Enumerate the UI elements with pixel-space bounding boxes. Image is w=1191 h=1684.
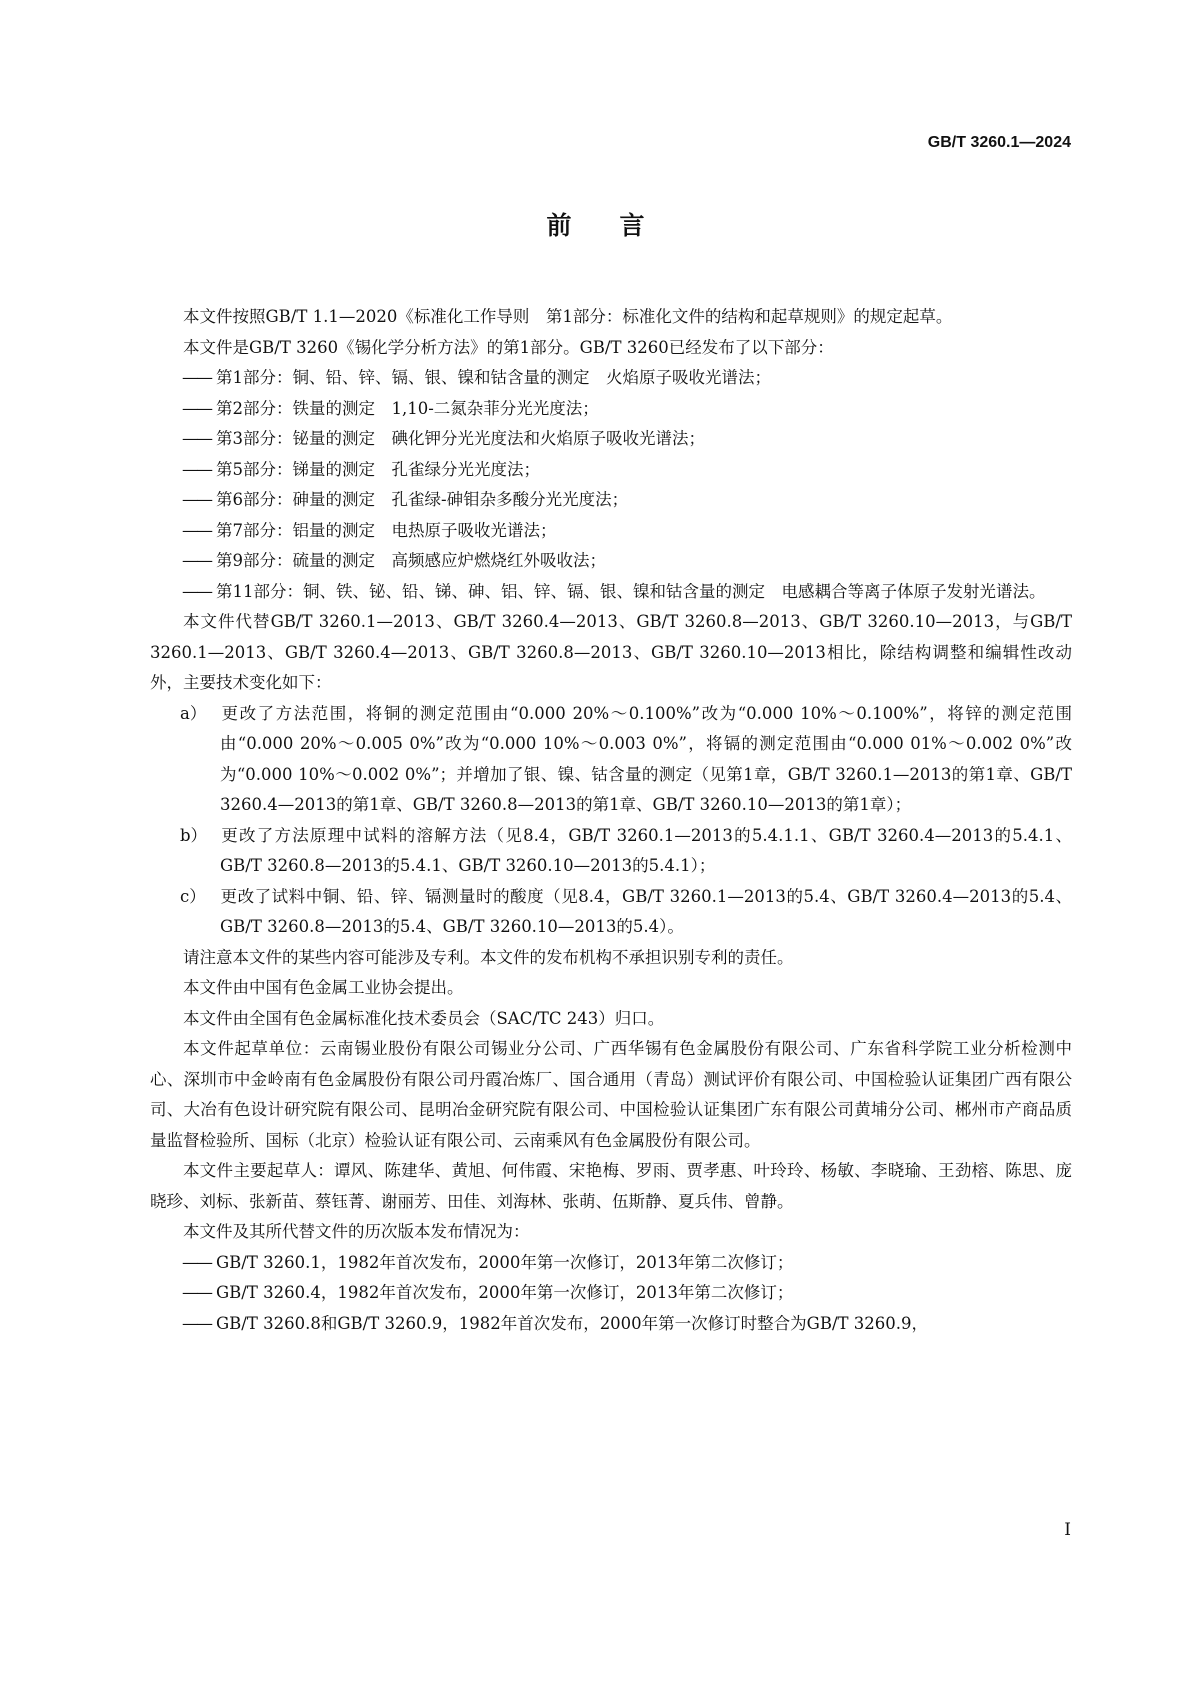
list-item-part: —— 第7部分：铝量的测定 电热原子吸收光谱法； (182, 520, 557, 540)
list-item-part: —— 第6部分：砷量的测定 孔雀绿-砷钼杂多酸分光光度法； (182, 490, 629, 509)
list-item-part: —— 第5部分：锑量的测定 孔雀绿分光光度法； (182, 459, 540, 479)
list-item-part: —— 第1部分：铜、铅、锌、镉、银、镍和钴含量的测定 火焰原子吸收光谱法； (182, 368, 771, 387)
page-title (0, 206, 1191, 242)
paragraph-basis: 本文件按照GB/T 1.1—2020《标准化工作导则 第1部分：标准化文件的结构和起草规则》的规定起草。 (183, 307, 953, 326)
paragraph-replaces: 本文件代替GB/T 3260.1—2013、GB/T 3260.4—2013、GB/T 3260.8—2013、GB/T 3260.10—2013，与GB/T 3260.1—2013、GB/T 3260.4—2013、GB/T 3260.8—2013、GB/T 3260.10—2013相比，除结构调整和编辑性改动外，主要技术变化如下： (150, 612, 1072, 692)
paragraph-patent: 请注意本文件的某些内容可能涉及专利。本文件的发布机构不承担识别专利的责任。 (183, 947, 794, 967)
list-item-part: —— 第3部分：铋量的测定 碘化钾分光光度法和火焰原子吸收光谱法； (182, 429, 705, 448)
list-item-change: b） 更改了方法原理中试料的溶解方法（见8.4，GB/T 3260.1—2013的5.4.1.1、GB/T 3260.4—2013的5.4.1、GB/T 3260.8—2013的5.4.1、GB/T 3260.10—2013的5.4.1）； (180, 825, 1072, 875)
title-char-2: 言 (619, 211, 645, 240)
paragraph-drafting-units: 本文件起草单位：云南锡业股份有限公司锡业分公司、广西华锡有色金属股份有限公司、广东省科学院工业分析检测中心、深圳市中金岭南有色金属股份有限公司丹霞冶炼厂、国合通用（青岛）测试评价有限公司、中国检验认证集团广西有限公司、大冶有色设计研究院有限公司、昆明冶金研究院有限公司、中国检验认证集团广东有限公司黄埔分公司、郴州市产商品质量监督检验所、国标（北京）检验认证有限公司、云南乘风有色金属股份有限公司。 (150, 1039, 1072, 1150)
page-number: I (1064, 1520, 1071, 1540)
paragraph-history-intro: 本文件及其所代替文件的历次版本发布情况为： (183, 1222, 530, 1241)
list-item-history: —— GB/T 3260.8和GB/T 3260.9，1982年首次发布，2000年第一次修订时整合为GB/T 3260.9， (182, 1313, 929, 1333)
paragraph-proposer: 本文件由中国有色金属工业协会提出。 (183, 978, 464, 997)
list-item-history: —— GB/T 3260.4，1982年首次发布，2000年第一次修订，2013年第二次修订； (182, 1283, 794, 1302)
list-item-change: a） 更改了方法范围，将铜的测定范围由“0.000 20%～0.100%”改为“0.000 10%～0.100%”，将锌的测定范围由“0.000 20%～0.005 0%”改为“0.000 10%～0.003 0%”，将镉的测定范围由“0.000 01%～0.002 0%”改为“0.000 10%～0.002 0%”；并增加了银、镍、钴含量的测定（见第1章，GB/T 3260.1—2013的第1章、GB/T 3260.4—2013的第1章、GB/T 3260.8—2013的第1章、GB/T 3260.10—2013的第1章）； (180, 703, 1072, 814)
list-item-part: —— 第2部分：铁量的测定 1,10-二氮杂菲分光光度法； (182, 398, 599, 418)
paragraph-series: 本文件是GB/T 3260《锡化学分析方法》的第1部分。GB/T 3260已经发布了以下部分： (183, 337, 834, 357)
list-item-change: c） 更改了试料中铜、铅、锌、镉测量时的酸度（见8.4，GB/T 3260.1—2013的5.4、GB/T 3260.4—2013的5.4、GB/T 3260.8—2013的5.4、GB/T 3260.10—2013的5.4）。 (180, 886, 1072, 936)
title-char-1: 前 (546, 211, 572, 240)
foreword-body (150, 302, 1072, 1339)
list-item-part: —— 第11部分：铜、铁、铋、铅、锑、砷、铝、锌、镉、银、镍和钴含量的测定 电感耦合等离子体原子发射光谱法。 (182, 581, 1046, 601)
paragraph-drafters: 本文件主要起草人：谭风、陈建华、黄旭、何伟霞、宋艳梅、罗雨、贾孝惠、叶玲玲、杨敏、李晓瑜、王劲榕、陈思、庞晓珍、刘标、张新苗、蔡钰菁、谢丽芳、田佳、刘海林、张萌、伍斯静、夏兵伟、曾静。 (150, 1161, 1072, 1211)
list-item-history: —— GB/T 3260.1，1982年首次发布，2000年第一次修订，2013年第二次修订； (182, 1252, 794, 1272)
list-item-part: —— 第9部分：硫量的测定 高频感应炉燃烧红外吸收法； (182, 551, 606, 570)
standard-code: GB/T 3260.1—2024 (927, 134, 1071, 151)
paragraph-committee: 本文件由全国有色金属标准化技术委员会（SAC/TC 243）归口。 (183, 1008, 665, 1028)
